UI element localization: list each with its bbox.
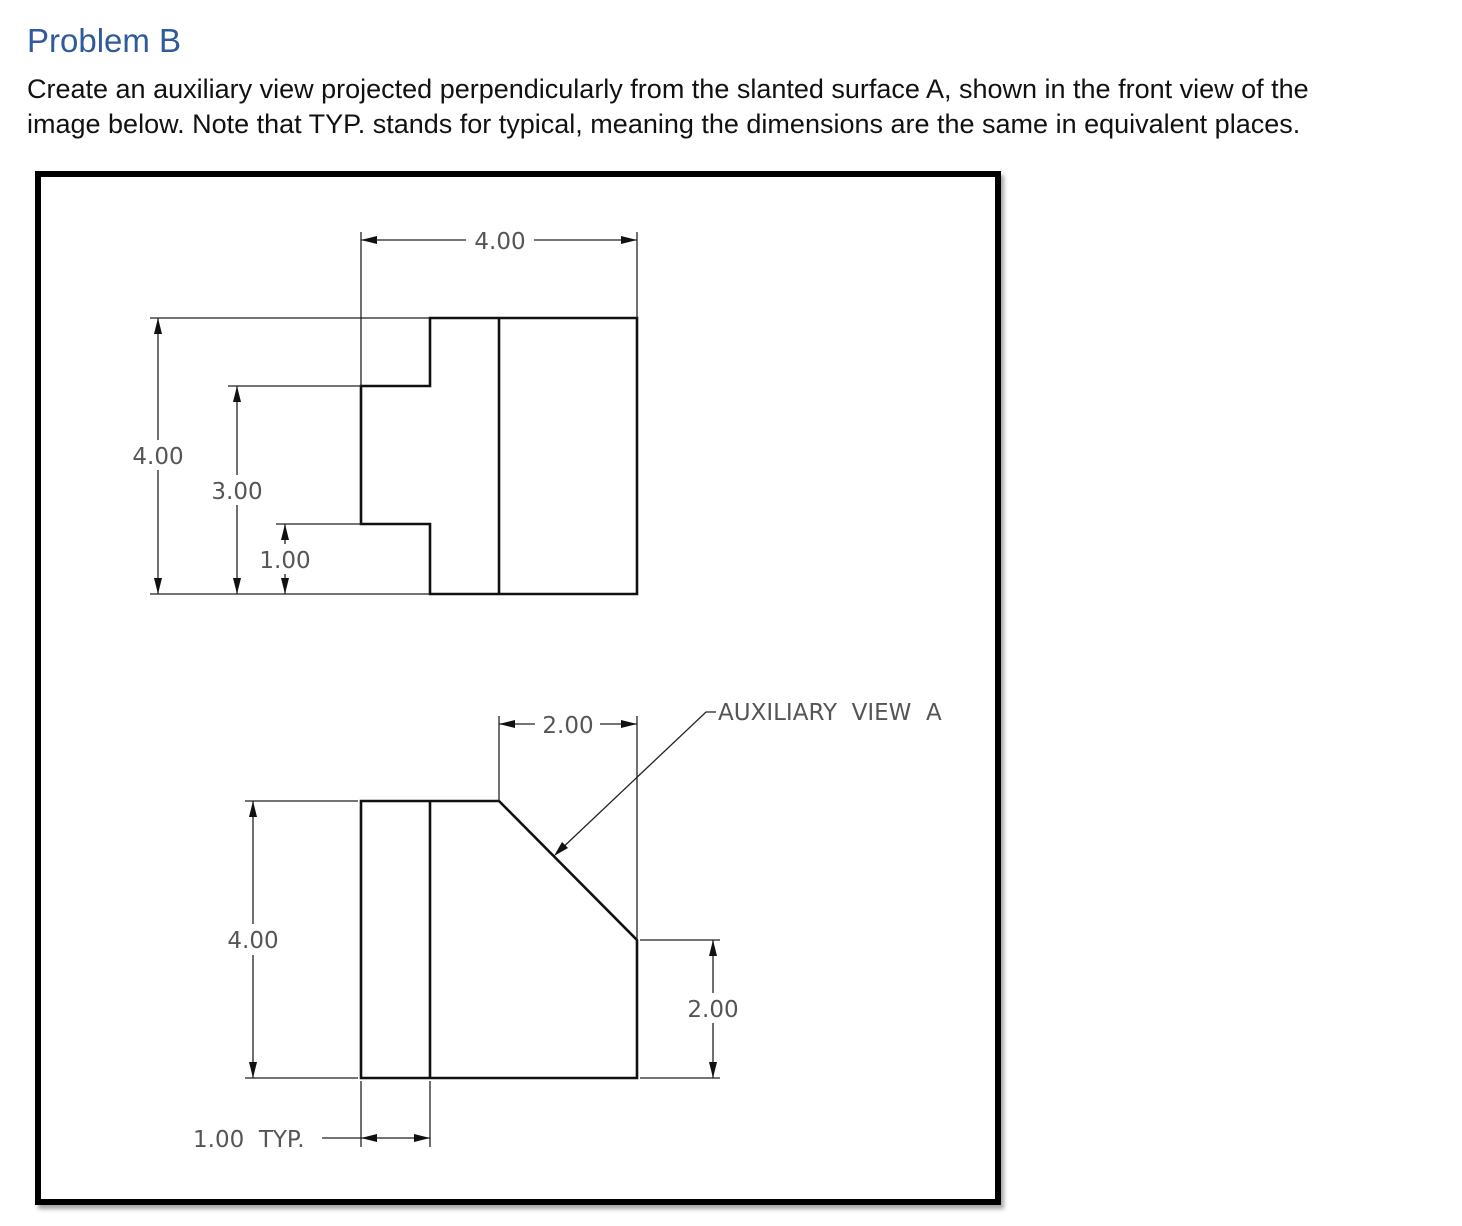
front-height-dimension: 4.00 — [227, 928, 279, 954]
front-height-arrow-up — [249, 801, 257, 817]
top-width-dimension: 4.00 — [474, 229, 526, 255]
bottom-step-arrow-down — [281, 578, 289, 594]
front-view-outline — [361, 801, 637, 1078]
problem-title: Problem B — [27, 22, 182, 59]
slant-arrow-right — [621, 720, 637, 728]
lower-right-dimension: 2.00 — [687, 997, 739, 1023]
instruction-line-1: Create an auxiliary view projected perpendicularly from the slanted surface A, shown in the front view of the — [27, 74, 1309, 104]
auxiliary-view-callout: AUXILIARY VIEW A — [718, 700, 942, 726]
typ-dimension: 1.00 TYP. — [193, 1127, 305, 1153]
top-view — [132, 229, 637, 594]
top-width-arrow-left — [361, 236, 377, 244]
front-view — [193, 700, 942, 1153]
top-height-arrow-up — [154, 318, 162, 334]
front-height-arrow-down — [249, 1062, 257, 1078]
step-arrow-up — [233, 386, 241, 402]
instruction-line-2: image below. Note that TYP. stands for typical, meaning the dimensions are the same in equivalent places. — [27, 109, 1301, 139]
lower-right-arrow-up — [709, 940, 717, 956]
typ-arrow-left — [361, 1134, 377, 1142]
bottom-step-arrow-up — [281, 524, 289, 540]
slant-arrow-left — [499, 720, 515, 728]
slant-width-dimension: 2.00 — [542, 713, 594, 739]
step-arrow-down — [233, 578, 241, 594]
top-height-arrow-down — [154, 578, 162, 594]
bottom-step-dimension: 1.00 — [259, 548, 311, 574]
top-height-dimension: 4.00 — [132, 444, 184, 470]
step-dimension: 3.00 — [211, 479, 263, 505]
lower-right-arrow-down — [709, 1062, 717, 1078]
typ-arrow-right — [414, 1134, 430, 1142]
top-width-arrow-right — [621, 236, 637, 244]
